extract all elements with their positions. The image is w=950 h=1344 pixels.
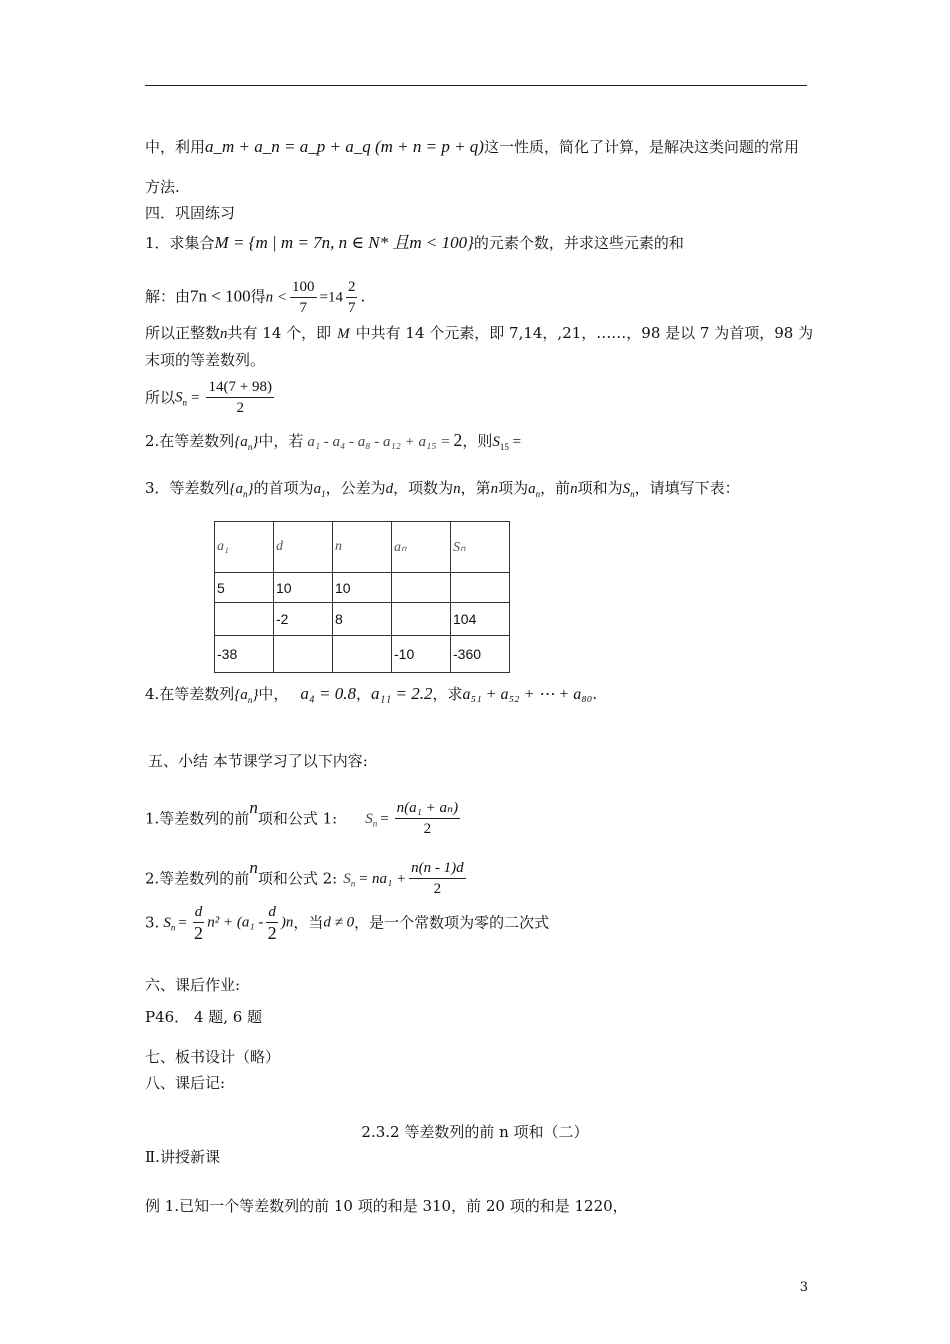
formula-2: 2.等差数列的前n项和公式 2: $S_n = na_1$ + $\frac{n(n - 1)d}{2}$ xyxy=(145,858,464,897)
table-cell: 8 xyxy=(333,603,392,636)
header-rule xyxy=(145,85,807,86)
question-4: 4.在等差数列$\{a_n\}$中， a₄ = 0.8，a₁₁ = 2.2，求a₅₁ + a₅₂ + ⋯ + a₈₀. xyxy=(145,684,598,705)
sol-mixed-fraction: $\frac{2}{7}$ xyxy=(347,279,356,316)
table-cell: -2 xyxy=(274,603,333,636)
next-lesson-title: 2.3.2 等差数列的前 n 项和（二） xyxy=(361,1123,589,1141)
table-cell: -38 xyxy=(215,636,274,673)
table-header-row xyxy=(215,522,510,573)
example-1: 例 1.已知一个等差数列的前 10 项的和是 310，前 20 项的和是 1220， xyxy=(145,1197,628,1215)
table-header-cell: aₙ xyxy=(392,522,451,573)
table-header-cell: n xyxy=(333,522,392,573)
table-cell: -10 xyxy=(392,636,451,673)
solution-line-2: 所以正整数n共有 14 个，即 M 中共有 14 个元素，即 7,14，,21，……，98 是以 7 为首项，98 为 xyxy=(145,324,814,342)
table-cell xyxy=(451,573,510,603)
section-8-heading: 八、课后记: xyxy=(145,1074,226,1092)
table-cell xyxy=(392,603,451,636)
section-4-heading: 四．巩固练习 xyxy=(145,204,236,222)
q1-prefix: 1．求集合 xyxy=(145,234,215,252)
intro-text-1: 中，利用 xyxy=(145,138,206,156)
table-row xyxy=(215,573,510,603)
solution-line: 解：由7n < 100得n < $\frac{100}{7}$ =14 $\frac{2}{7}$ . xyxy=(145,279,366,316)
question-3: 3．等差数列$\{a_n\}$的首项为$a_1$，公差为d，项数为n，第n项为$a_n$，前n项和为$S_n$，请填写下表： xyxy=(145,479,740,499)
table-header-cell: d xyxy=(274,522,333,573)
question-2: 2.在等差数列$\{a_n\}$中，若 a₁ - a₄ - a₈ - a₁₂ + a₁₅ = 2，则$S_{15}$ = xyxy=(145,430,522,452)
intro-line-2: 方法. xyxy=(145,178,180,196)
solution-line-3: 末项的等差数列。 xyxy=(145,351,266,369)
formula-2-fraction: $\frac{n(n - 1)d}{2}$ xyxy=(411,860,464,897)
sol-fraction: $\frac{100}{7}$ xyxy=(292,279,315,316)
q1-suffix: 的元素个数，并求这些元素的和 xyxy=(473,234,684,252)
table-cell: 5 xyxy=(215,573,274,603)
formula-1: 1.等差数列的前n项和公式 1: $S_n$ = $\frac{\text{n(a₁ + aₙ)}}{2}$ xyxy=(145,798,459,837)
formula-3: 3. $S_n$ = $\frac{d}{2}$ n² + (a₁ - $\frac{d}{2}$ )n，当d ≠ 0，是一个常数项为零的二次式 xyxy=(145,904,550,943)
formula-3-fraction-1: $\frac{d}{2}$ xyxy=(194,904,204,943)
table-cell: 10 xyxy=(333,573,392,603)
table-cell xyxy=(392,573,451,603)
intro-formula: a_m + a_n = a_p + a_q (m + n = p + q) xyxy=(205,137,484,156)
sum-line: 所以$S_n$ = $\frac{14(7 + 98)}{2}$ xyxy=(145,379,272,416)
sol-de: 得 xyxy=(250,287,266,306)
table-cell: -360 xyxy=(451,636,510,673)
sol-eq: =14 xyxy=(319,289,343,306)
table-header-cell: Sₙ xyxy=(451,522,510,573)
sol-prefix: 解：由 xyxy=(145,287,191,306)
q1-set: M = {m | m = 7n, n ∈ N* 且m < 100} xyxy=(214,233,474,252)
section-7-heading: 七、板书设计（略） xyxy=(145,1048,281,1066)
table-cell: 104 xyxy=(451,603,510,636)
sol-ineq-2: n < xyxy=(265,289,287,306)
intro-text-2: 这一性质，简化了计算，是解决这类问题的常用 xyxy=(483,138,799,156)
table-row xyxy=(215,603,510,636)
table-cell xyxy=(215,603,274,636)
formula-1-fraction: $\frac{\text{n(a₁ + aₙ)}}{2}$ xyxy=(396,800,459,837)
sum-fraction: $\frac{14(7 + 98)}{2}$ xyxy=(208,379,272,416)
section-5-heading: 五、小结 本节课学习了以下内容: xyxy=(148,752,368,770)
intro-line xyxy=(145,137,799,157)
table-cell xyxy=(333,636,392,673)
section-6-heading: 六、课后作业: xyxy=(145,976,241,994)
next-lesson-subheading: Ⅱ.讲授新课 xyxy=(145,1148,220,1166)
page-number: 3 xyxy=(799,1280,808,1295)
table-row xyxy=(215,636,510,673)
table-cell: 10 xyxy=(274,573,333,603)
question-1 xyxy=(145,233,684,253)
fill-table xyxy=(214,521,510,673)
formula-3-fraction-2: $\frac{d}{2}$ xyxy=(267,904,277,943)
sol-ineq-1: 7n < 100 xyxy=(190,286,251,306)
table-header-cell: a₁ xyxy=(215,522,274,573)
homework-line: P46． 4 题, 6 题 xyxy=(145,1008,263,1026)
table-cell xyxy=(274,636,333,673)
